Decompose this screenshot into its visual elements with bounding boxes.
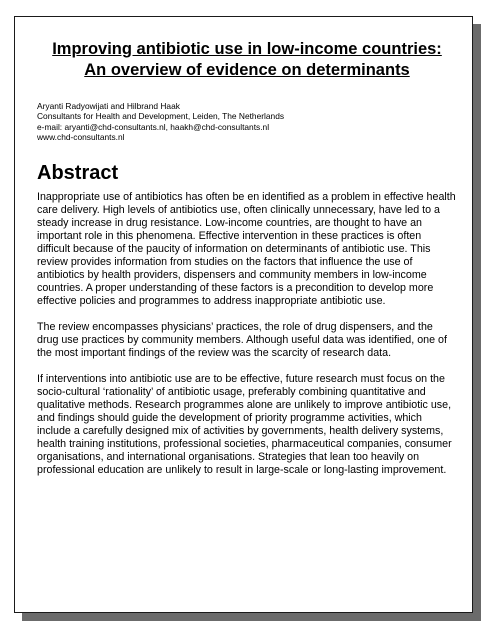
abstract-paragraph-1: Inappropriate use of antibiotics has often be en identified as a problem in effective health care delivery. High levels of antibiotics use, often clinically unnecessary, have led to a steady increase in drug resistance. Low-income countries, are thought to have an important role in this phenomena. Effective intervention in these practices is often difficult because of the paucity of information on determinants of antibiotic use. This review provides information from studies on the factors that influence the use of antibiotics by health providers, dispensers and community members in low-income countries. A proper understanding of these factors is a precondition to develop more effective policies and programmes to address inappropriate antibiotic use. — [37, 190, 456, 307]
title-line-2: An overview of evidence on determinants — [84, 61, 410, 79]
abstract-paragraph-3: If interventions into antibiotic use are to be effective, future research must focus on the socio-cultural ‘rationality’ of antibiotic usage, preferably combining quantitative and qualitative methods. Research programmes alone are unlikely to improve antibiotic use, and findings should guide the development of priority programme activities, which include a carefully designed mix of activities by governments, health delivery systems, health training institutions, professional societies, pharmaceutical companies, consumer organisations, and international organisations. Strategies that lean too heavily on professional education are unlikely to result in large-scale or long-lasting improvement. — [37, 372, 452, 476]
title-line-1: Improving antibiotic use in low-income countries: — [52, 40, 442, 58]
authors-website: www.chd-consultants.nl — [37, 132, 125, 143]
document-page — [14, 16, 473, 613]
authors-email: e-mail: aryanti@chd-consultants.nl, haakh@chd-consultants.nl — [37, 121, 270, 132]
page-content — [37, 39, 457, 477]
abstract-heading: Abstract — [37, 161, 119, 184]
authors-names: Aryanti Radyowijati and Hilbrand Haak — [37, 101, 180, 111]
abstract-paragraph-2: The review encompasses physicians’ practices, the role of drug dispensers, and the drug use practices by community members. Although useful data was identified, one of the most important findings of the review was the scarcity of research data. — [37, 320, 447, 359]
document-title — [37, 39, 457, 81]
authors-affiliation: Consultants for Health and Development, Leiden, The Netherlands — [37, 111, 285, 122]
author-block — [37, 101, 457, 143]
